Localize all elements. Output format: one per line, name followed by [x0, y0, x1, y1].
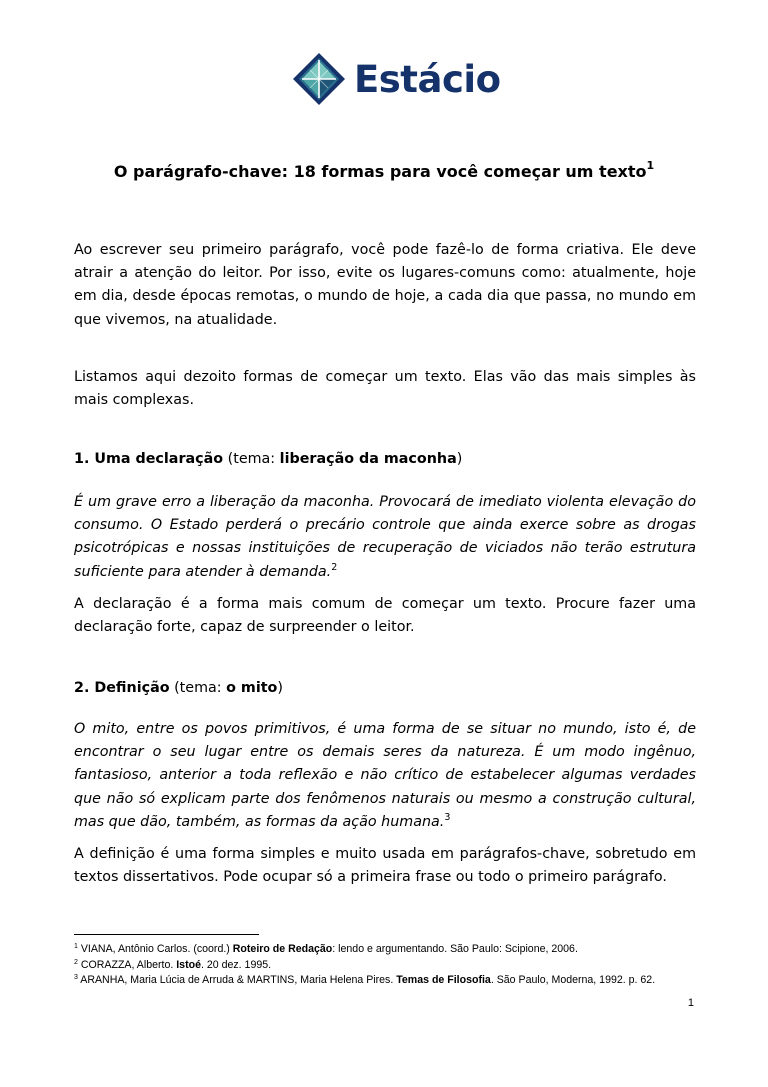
footnote-1-work: Roteiro de Redação: [232, 943, 333, 955]
intro-paragraph-1: Ao escrever seu primeiro parágrafo, você pode fazê-lo de forma criativa. Ele deve atrair a atenção do leitor. Por isso, evite os lugares-comuns como: atualmente, hoje em dia, desde épocas remotas, o mundo de hoje, a cada dia que passa, no mundo em que vivemos, na atualidade.: [74, 242, 696, 328]
footnote-2-details: . 20 dez. 1995.: [200, 958, 272, 971]
section-2-comment: A definição é uma forma simples e muito usada em parágrafos-chave, sobretudo em textos dissertativos. Pode ocupar só a primeira frase ou todo o primeiro parágrafo.: [74, 846, 696, 886]
section-1-comment: A declaração é a forma mais comum de começar um texto. Procure fazer uma declaração forte, capaz de surpreender o leitor.: [74, 596, 696, 636]
section-2-example: [74, 718, 696, 834]
section-2-title: 2. Definição: [74, 680, 170, 696]
footnote-1: [74, 942, 696, 958]
footnote-2: [74, 958, 696, 974]
section-1-theme: liberação da maconha: [279, 451, 457, 467]
section-2-heading: [74, 677, 696, 700]
footnote-divider: [74, 934, 259, 935]
section-1-title: 1. Uma declaração: [74, 451, 224, 467]
title-text: O parágrafo-chave: 18 formas para você começar um texto: [113, 162, 647, 181]
section-2-theme: o mito: [226, 680, 278, 696]
section-1-theme-prefix: (tema:: [223, 451, 280, 467]
footnote-3-work: Temas de Filosofia: [396, 974, 491, 986]
intro-paragraph-2: Listamos aqui dezoito formas de começar um texto. Elas vão das mais simples às mais complexas.: [74, 369, 696, 409]
section-2-theme-suffix: ): [277, 680, 283, 696]
footnote-2-number: 2: [74, 958, 78, 966]
footnote-3-author: ARANHA, Maria Lúcia de Arruda & MARTINS, Maria Helena Pires.: [80, 974, 397, 986]
section-2-example-text: O mito, entre os povos primitivos, é uma forma de se situar no mundo, isto é, de encontrar o seu lugar entre os demais seres da natureza. É um modo ingênuo, fantasioso, anterior a toda reflexão e não crítico de estabelecer algumas verdades que não só explicam parte dos fenômenos naturais ou mesmo a construção cultural, mas que dão, também, as formas da ação humana.: [74, 721, 696, 830]
footnote-3-number: 3: [74, 974, 78, 981]
page-number: 1: [687, 997, 694, 1009]
footnote-2-work: Istoé: [176, 958, 201, 971]
section-2-theme-prefix: (tema:: [169, 680, 227, 696]
estacio-logo: [292, 52, 501, 106]
section-1-theme-suffix: ): [456, 451, 463, 467]
section-1-example-text: É um grave erro a liberação da maconha. Provocará de imediato violenta elevação do consumo. O Estado perderá o precário controle que ainda exerce sobre as drogas psicotrópicas e nossas instituições de recuperação de viciados não terão estrutura suficiente para atender à demanda.: [74, 494, 696, 580]
page-title: [0, 160, 768, 184]
footnote-1-number: 1: [74, 943, 78, 950]
section-1-footnote-ref[interactable]: 2: [331, 561, 338, 573]
footnotes: [74, 942, 696, 989]
footnote-2-author: CORAZZA, Alberto.: [80, 958, 177, 971]
section-2-footnote-ref[interactable]: 3: [444, 811, 451, 823]
footnote-1-details: : lendo e argumentando. São Paulo: Scipione, 2006.: [332, 943, 578, 955]
footnote-1-author: VIANA, Antônio Carlos. (coord.): [80, 943, 233, 955]
section-1-heading: [74, 448, 696, 471]
estacio-logo-icon: [292, 52, 346, 106]
logo-wordmark: Estácio: [354, 57, 501, 101]
footnote-3: [74, 973, 696, 989]
footnote-3-details: . São Paulo, Moderna, 1992. p. 62.: [490, 974, 656, 986]
section-1-example: [74, 491, 696, 584]
title-footnote-ref[interactable]: 1: [646, 159, 655, 172]
